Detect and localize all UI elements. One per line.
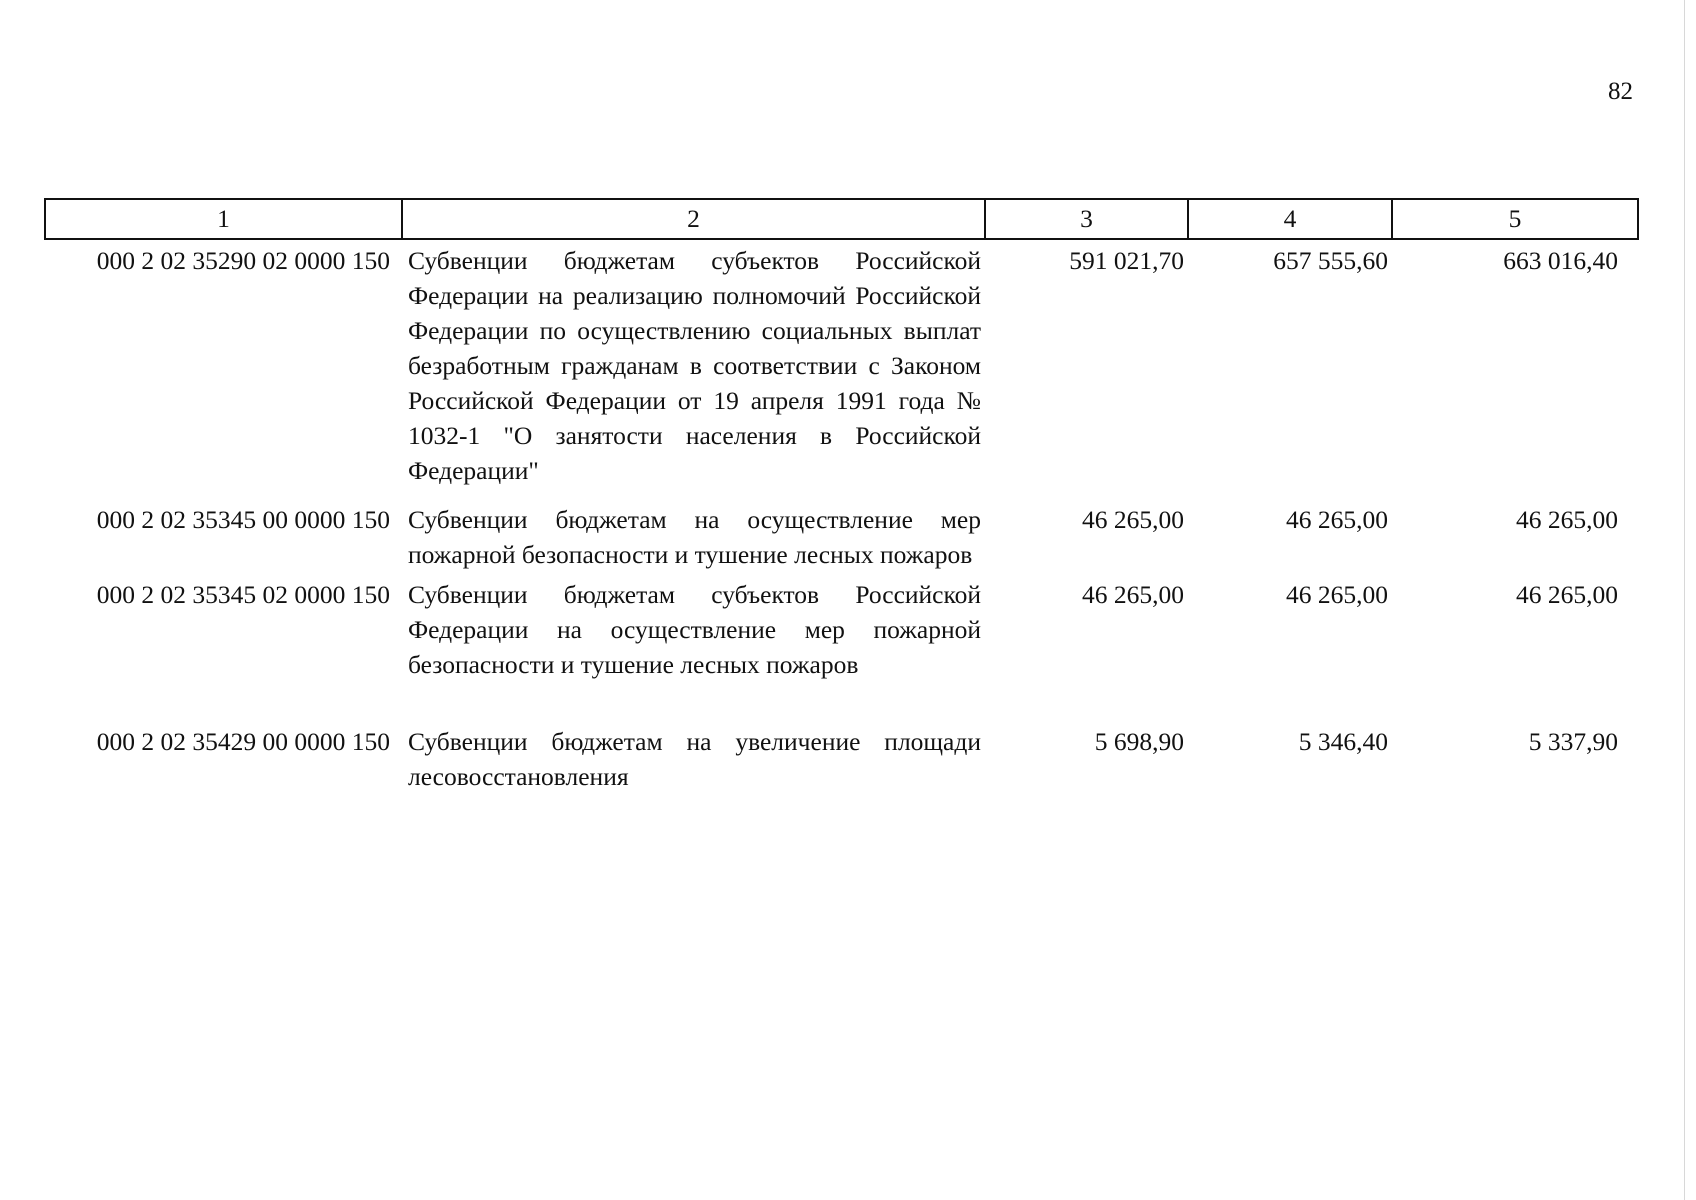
item-name: Субвенции бюджетам субъектов Российской Федерации на осуществление мер пожарной безопасности и тушение лесных пожаров	[408, 580, 981, 679]
budget-table	[44, 198, 1639, 794]
budget-code: 000 2 02 35345 02 0000 150	[96, 580, 390, 609]
budget-code: 000 2 02 35290 02 0000 150	[96, 246, 390, 275]
header-col-2: 2	[402, 199, 985, 239]
header-col-3: 3	[985, 199, 1188, 239]
item-name: Субвенции бюджетам на осуществление мер пожарной безопасности и тушение лесных пожаров	[408, 505, 981, 569]
value-col-4: 657 555,60	[1273, 246, 1388, 275]
value-col-4: 46 265,00	[1286, 580, 1388, 609]
table-row	[45, 499, 1638, 574]
value-col-3: 46 265,00	[1082, 580, 1184, 609]
value-col-5: 46 265,00	[1516, 580, 1618, 609]
table-row	[45, 721, 1638, 794]
budget-code: 000 2 02 35429 00 0000 150	[96, 727, 390, 756]
header-col-1: 1	[45, 199, 402, 239]
value-col-5: 5 337,90	[1528, 727, 1618, 756]
item-name: Субвенции бюджетам на увеличение площади лесовосстановления	[408, 727, 981, 791]
value-col-5: 663 016,40	[1503, 246, 1618, 275]
page-number: 82	[1608, 78, 1633, 105]
value-col-3: 591 021,70	[1069, 246, 1184, 275]
value-col-3: 5 698,90	[1094, 727, 1184, 756]
value-col-3: 46 265,00	[1082, 505, 1184, 534]
table-body	[45, 239, 1638, 794]
table-header	[45, 199, 1638, 239]
value-col-4: 46 265,00	[1286, 505, 1388, 534]
table-row	[45, 239, 1638, 499]
budget-code: 000 2 02 35345 00 0000 150	[96, 505, 390, 534]
header-col-4: 4	[1188, 199, 1392, 239]
header-row	[45, 199, 1638, 239]
value-col-4: 5 346,40	[1298, 727, 1388, 756]
table-row	[45, 574, 1638, 721]
header-col-5: 5	[1392, 199, 1638, 239]
value-col-5: 46 265,00	[1516, 505, 1618, 534]
scan-edge-line	[1684, 0, 1685, 1200]
item-name: Субвенции бюджетам субъектов Российской Федерации на реализацию полномочий Российской Федерации по осуществлению социальных выплат безработным гражданам в соответствии с Законом Российской Федерации от 19 апреля 1991 года № 1032-1 "О занятости населения в Российской Федерации"	[408, 246, 981, 485]
